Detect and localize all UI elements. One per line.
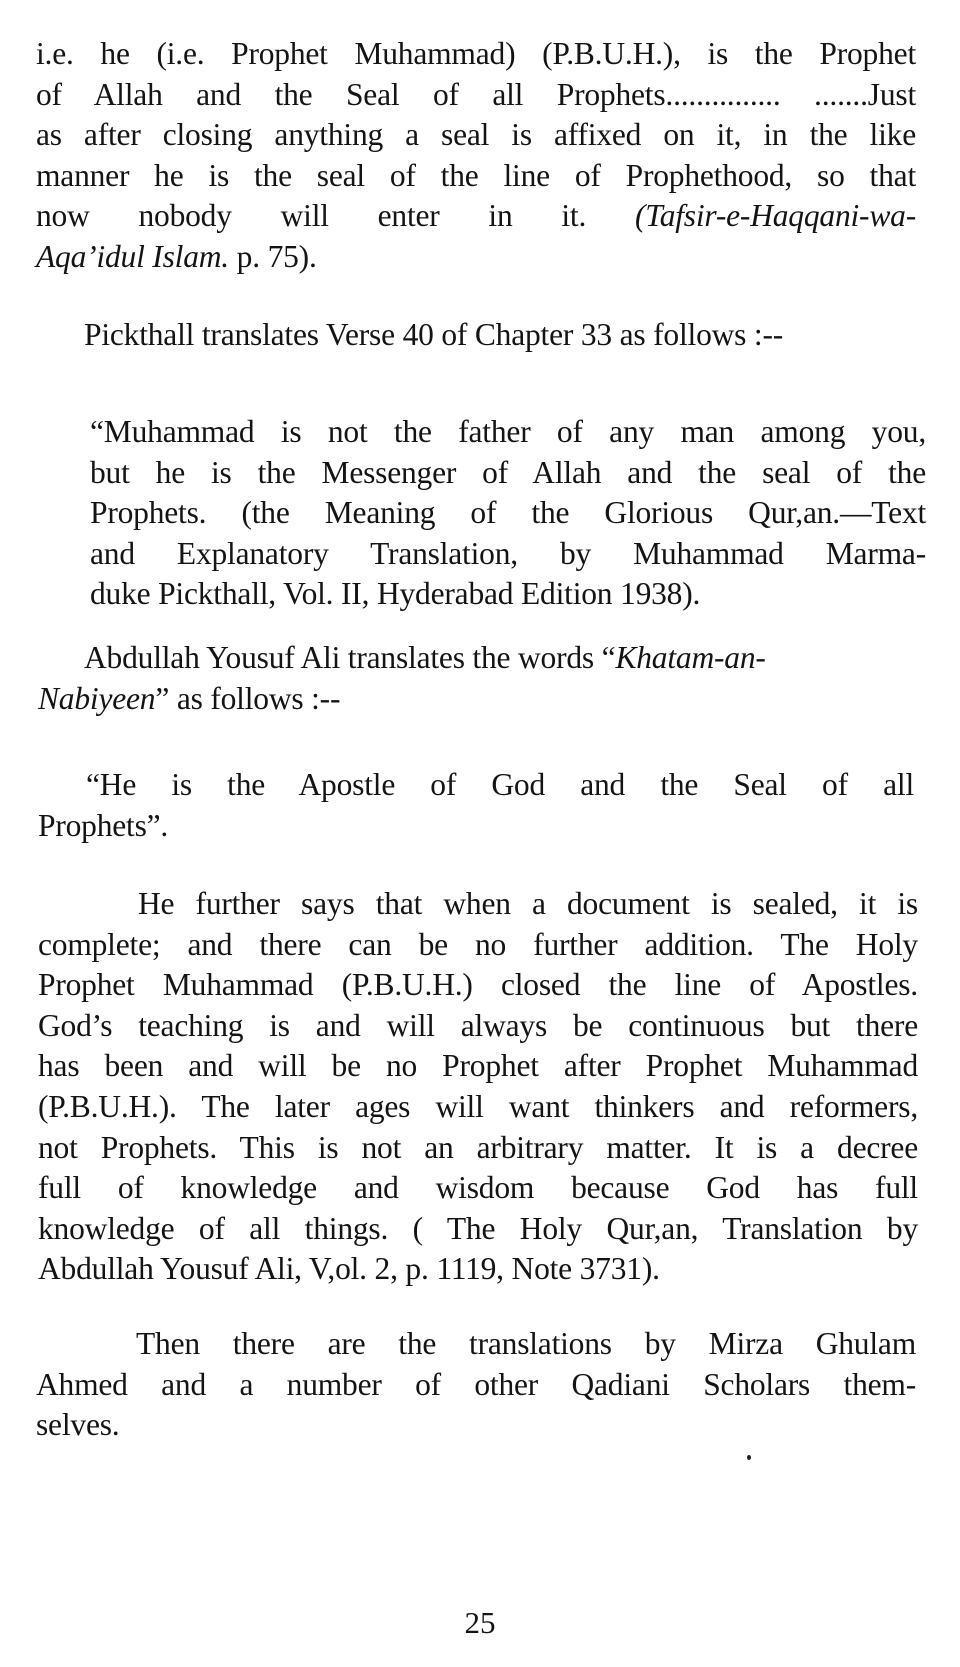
paragraph-pickthall-intro <box>84 315 924 356</box>
text-line: complete; and there can be no further addition. The Holy <box>38 926 918 962</box>
text-line: He further says that when a document is sealed, it is <box>138 886 918 921</box>
text-line: i.e. he (i.e. Prophet Muhammad) (P.B.U.H.), is the Prophet <box>36 36 916 71</box>
text-line: Prophets”. <box>38 807 169 843</box>
text-line: duke Pickthall, Vol. II, Hyderabad Edition 1938). <box>90 576 701 612</box>
text-line <box>36 196 916 237</box>
paragraph-yousuf-ali-intro <box>38 638 914 719</box>
text-line: manner he is the seal of the line of Prophethood, so that <box>36 157 916 193</box>
text-line: Prophets. (the Meaning of the Glorious Qur,an.—Text <box>90 495 926 531</box>
text-line: and Explanatory Translation, by Muhammad Marma- <box>90 535 926 571</box>
text-line: Abdullah Yousuf Ali, V,ol. 2, p. 1119, Note 3731). <box>38 1251 660 1287</box>
text-line: of Allah and the Seal of all Prophets............... .......Just <box>36 76 916 112</box>
text-segment: p. 75). <box>236 238 317 274</box>
text-line: knowledge of all things. ( The Holy Qur,an, Translation by <box>38 1210 918 1246</box>
italic-term: Khatam-an- <box>615 640 766 675</box>
text-line: as after closing anything a seal is affixed on it, in the like <box>36 117 916 153</box>
paragraph-yousuf-ali-quote <box>38 765 914 846</box>
italic-term: Nabiyeen <box>38 680 156 716</box>
text-line: but he is the Messenger of Allah and the seal of the <box>90 454 926 490</box>
text-line: full of knowledge and wisdom because God has full <box>38 1170 918 1206</box>
text-line <box>38 638 914 679</box>
text-line: Then there are the translations by Mirza Ghulam <box>136 1326 916 1361</box>
text-line: God’s teaching is and will always be continuous but there <box>38 1007 918 1043</box>
text-line: Ahmed and a number of other Qadiani Scholars them- <box>36 1366 916 1402</box>
text-line: selves. <box>36 1407 120 1443</box>
text-line: (P.B.U.H.). The later ages will want thinkers and reformers, <box>38 1088 918 1124</box>
paragraph-qadiani-translations <box>36 1324 916 1446</box>
text-line: Pickthall translates Verse 40 of Chapter 33 as follows :-- <box>84 317 784 352</box>
paragraph-yousuf-ali-note <box>38 884 918 1290</box>
scan-speck <box>747 1455 751 1460</box>
page-number: 25 <box>464 1605 496 1640</box>
paragraph-seal-of-prophets <box>36 34 916 278</box>
citation-title: Aqa’idul Islam. <box>36 238 229 274</box>
citation-title: (Tafsir-e-Haqqani-wa- <box>634 198 916 234</box>
text-line <box>38 679 914 720</box>
paragraph-pickthall-quote <box>90 412 926 615</box>
text-segment: ” as follows :-- <box>155 680 341 716</box>
text-line: not Prophets. This is not an arbitrary matter. It is a decree <box>38 1129 918 1165</box>
text-segment: Abdullah Yousuf Ali translates the words “ <box>84 640 616 675</box>
text-line: “Muhammad is not the father of any man among you, <box>90 414 926 449</box>
text-line: “He is the Apostle of God and the Seal of all <box>86 767 914 802</box>
text-line: Prophet Muhammad (P.B.U.H.) closed the line of Apostles. <box>38 967 918 1003</box>
text-line: has been and will be no Prophet after Prophet Muhammad <box>38 1048 918 1084</box>
text-line <box>36 237 916 278</box>
text-segment: now nobody will enter in it. <box>36 198 635 234</box>
